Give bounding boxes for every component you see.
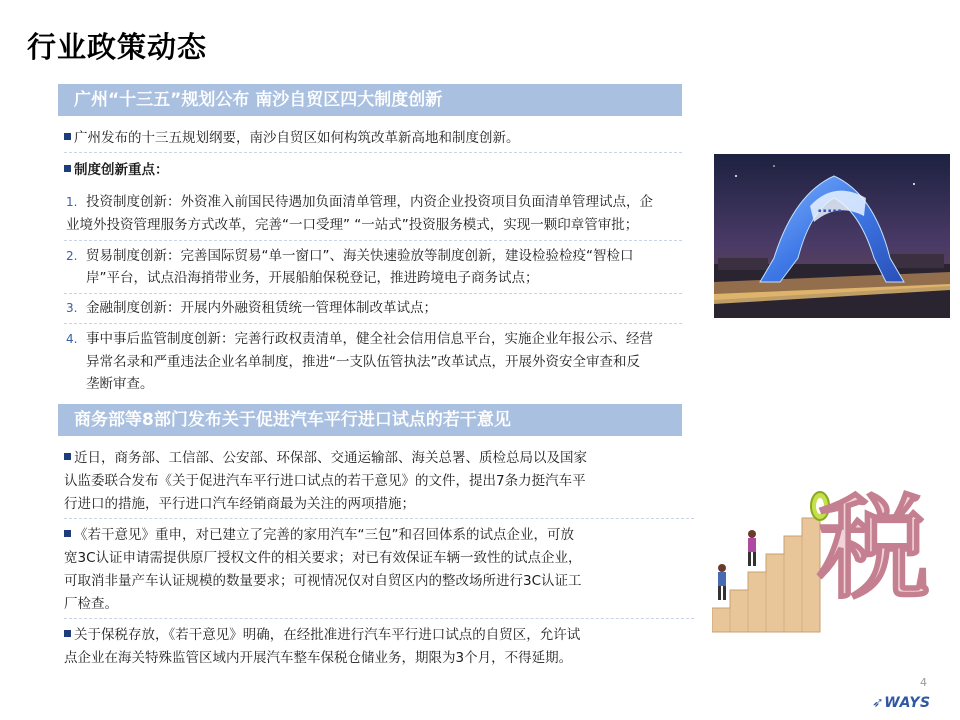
bullet-square-icon xyxy=(64,630,71,637)
item-number: 3. xyxy=(66,301,78,315)
item-number: 4. xyxy=(66,332,78,346)
list-item xyxy=(66,298,437,318)
paragraph-text: 可取消非量产车认证规模的数量要求；可视情况仅对自贸区内的整改场所进行3C认证工 xyxy=(64,573,582,589)
paragraph-continuation xyxy=(64,494,415,514)
list-item-continuation xyxy=(86,352,640,372)
arch-photo xyxy=(714,154,950,318)
paragraph-text: 近日，商务部、工信部、公安部、环保部、交通运输部、海关总署、质检总局以及国家 xyxy=(74,450,587,466)
paragraph-text: 认监委联合发布《关于促进汽车平行进口试点的若干意见》的文件，提出7条力挺汽车平 xyxy=(64,473,586,489)
list-item-continuation xyxy=(66,215,638,235)
bullet-square-icon xyxy=(64,530,71,537)
paragraph-continuation xyxy=(64,548,582,568)
paragraph-text: 点企业在海关特殊监管区域内开展汽车整车保税仓储业务，期限为3个月，不得延期。 xyxy=(64,650,573,666)
list-item xyxy=(66,246,633,266)
tax-character: 税 xyxy=(818,484,930,614)
paragraph-text: 关于保税存放，《若干意见》明确，在经批准进行汽车平行进口试点的自贸区，允许试 xyxy=(74,627,581,643)
ways-logo xyxy=(872,695,931,711)
paragraph-continuation xyxy=(64,471,586,491)
item-text: 金融制度创新：开展内外融资租赁统一管理体制改革试点； xyxy=(86,300,437,316)
list-item-continuation xyxy=(86,374,154,394)
divider xyxy=(64,323,682,324)
paragraph-continuation xyxy=(64,571,582,591)
paragraph-continuation xyxy=(64,594,118,614)
section1-subhead xyxy=(64,160,169,180)
item-text: 事中事后监管制度创新：完善行政权责清单，健全社会信用信息平台，实施企业年报公示、经营 xyxy=(86,331,653,347)
paragraph-text: 宽3C认证申请需提供原厂授权文件的相关要求；对已有效保证车辆一致性的试点企业， xyxy=(64,550,582,566)
section1-intro-text: 广州发布的十三五规划纲要，南沙自贸区如何构筑改革新高地和制度创新。 xyxy=(74,130,520,146)
logo-text: WAYS xyxy=(884,695,931,711)
divider xyxy=(64,518,694,519)
item-text: 投资制度创新：外资准入前国民待遇加负面清单管理，内资企业投资项目负面清单管理试点，企 xyxy=(86,194,653,210)
item-text: 贸易制度创新：完善国际贸易“单一窗口”、海关快速验放等制度创新，建设检验检疫“智检口 xyxy=(86,248,634,264)
section2-banner: 商务部等8部门发布关于促进汽车平行进口试点的若干意见 xyxy=(58,404,682,436)
list-item xyxy=(66,329,653,349)
bullet-square-icon xyxy=(64,165,71,172)
divider xyxy=(64,293,682,294)
list-item-continuation xyxy=(86,268,539,288)
paragraph-text: 《若干意见》重申，对已建立了完善的家用汽车“三包”和召回体系的试点企业，可放 xyxy=(74,527,574,543)
section1-banner: 广州“十三五”规划公布 南沙自贸区四大制度创新 xyxy=(58,84,682,116)
page-number: 4 xyxy=(920,676,927,689)
page-title: 行业政策动态 xyxy=(27,30,208,64)
paragraph xyxy=(64,625,580,645)
bullet-square-icon xyxy=(64,453,71,460)
item-text: 异常名录和严重违法企业名单制度，推进“一支队伍管执法”改革试点，开展外资安全审查和反 xyxy=(86,354,640,370)
item-number: 2. xyxy=(66,249,78,263)
item-text: 业境外投资管理服务方式改革，完善“一口受理” “一站式”投资服务模式，实现一颗印章管审批； xyxy=(66,217,639,233)
item-text: 岸”平台，试点沿海捎带业务，开展船舶保税登记，推进跨境电子商务试点； xyxy=(86,270,539,286)
paragraph-text: 行进口的措施，平行进口汽车经销商最为关注的两项措施； xyxy=(64,496,415,512)
divider xyxy=(64,152,682,153)
paragraph xyxy=(64,448,587,468)
paragraph-continuation xyxy=(64,648,572,668)
svg-text:▪ ▪ ▪ ▪ ▪: ▪ ▪ ▪ ▪ ▪ xyxy=(818,208,842,214)
bullet-square-icon xyxy=(64,133,71,140)
paragraph-text: 厂检查。 xyxy=(64,596,118,612)
arch-photo-illustration xyxy=(714,154,950,318)
section1-intro xyxy=(64,128,520,148)
list-item xyxy=(66,192,653,212)
tax-staircase-illustration xyxy=(712,468,937,636)
logo-mark-icon: ➶ xyxy=(872,695,885,711)
paragraph xyxy=(64,525,574,545)
item-number: 1. xyxy=(66,195,78,209)
item-text: 垄断审查。 xyxy=(86,376,154,392)
divider xyxy=(64,240,682,241)
section1-subhead-text: 制度创新重点： xyxy=(74,162,169,178)
divider xyxy=(64,618,694,619)
